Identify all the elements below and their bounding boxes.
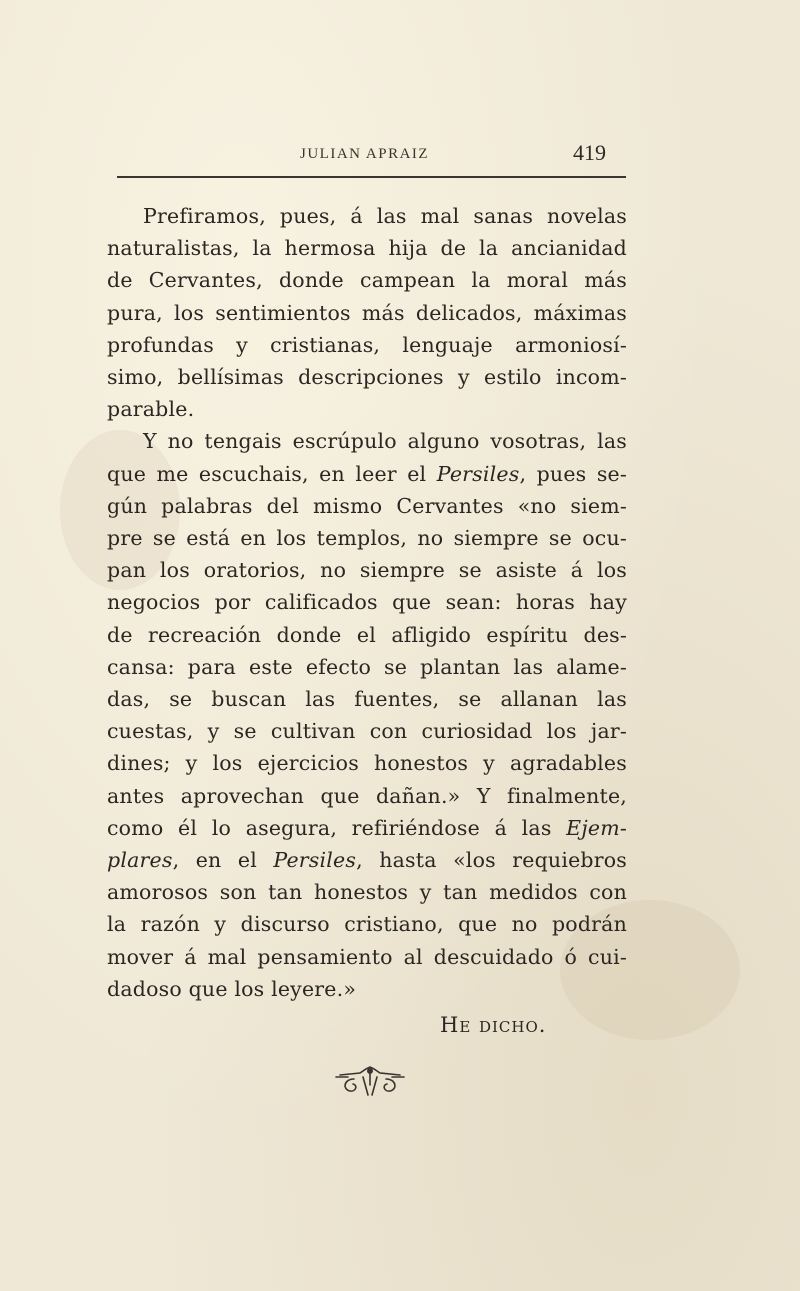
text-line: de Cervantes, donde campean la moral más bbox=[107, 268, 627, 293]
paragraph-1 bbox=[107, 200, 627, 425]
text-line: pan los oratorios, no siempre se asiste á los bbox=[107, 558, 627, 583]
text-line: profundas y cristianas, lenguaje armoniosí- bbox=[107, 332, 627, 357]
text-line: cuestas, y se cultivan con curiosidad los jar- bbox=[107, 719, 627, 744]
text-line: das, se buscan las fuentes, se allanan las bbox=[107, 687, 627, 712]
text-line: la razón y discurso cristiano, que no podrán bbox=[107, 912, 627, 937]
floral-tailpiece-icon bbox=[330, 1065, 410, 1101]
running-head: JULIAN APRAIZ bbox=[300, 146, 430, 162]
page-header bbox=[112, 140, 630, 170]
text-line: Prefiramos, pues, á las mal sanas novelas bbox=[143, 204, 627, 228]
text-line: antes aprovechan que dañan.» Y finalmente, bbox=[107, 783, 627, 808]
text-line: pura, los sentimientos más delicados, máximas bbox=[107, 300, 627, 325]
text-line: de recreación donde el afligido espíritu des- bbox=[107, 622, 627, 647]
text-line: Y no tengais escrúpulo alguno vosotras, las bbox=[143, 429, 627, 454]
text-line: mover á mal pensamiento al descuidado ó cui- bbox=[107, 944, 627, 969]
text-line: naturalistas, la hermosa hija de la ancianidad bbox=[107, 236, 627, 261]
text-line: dadoso que los leyere.» bbox=[107, 976, 357, 1001]
page-number: 419 bbox=[573, 140, 606, 165]
text-line: parable. bbox=[107, 397, 195, 422]
header-rule bbox=[117, 176, 626, 178]
signature: He dicho. bbox=[440, 1013, 547, 1037]
text-line: como él lo asegura, refiriéndose á las Ejem- bbox=[107, 815, 627, 840]
text-line: negocios por calificados que sean: horas hay bbox=[107, 590, 627, 615]
text-line: amorosos son tan honestos y tan medidos con bbox=[107, 880, 627, 905]
text-line: gún palabras del mismo Cervantes «no siem- bbox=[107, 493, 627, 518]
text-line: cansa: para este efecto se plantan las alame- bbox=[107, 654, 627, 679]
text-line: simo, bellísimas descripciones y estilo incom- bbox=[107, 365, 627, 390]
body-text bbox=[107, 200, 627, 1005]
text-line: plares, en el Persiles, hasta «los requiebros bbox=[107, 848, 627, 873]
paragraph-2 bbox=[107, 425, 627, 1005]
text-line: que me escuchais, en leer el Persiles, pues se- bbox=[107, 461, 628, 486]
text-line: dines; y los ejercicios honestos y agradables bbox=[107, 751, 627, 776]
text-line: pre se está en los templos, no siempre se ocu- bbox=[107, 526, 627, 551]
